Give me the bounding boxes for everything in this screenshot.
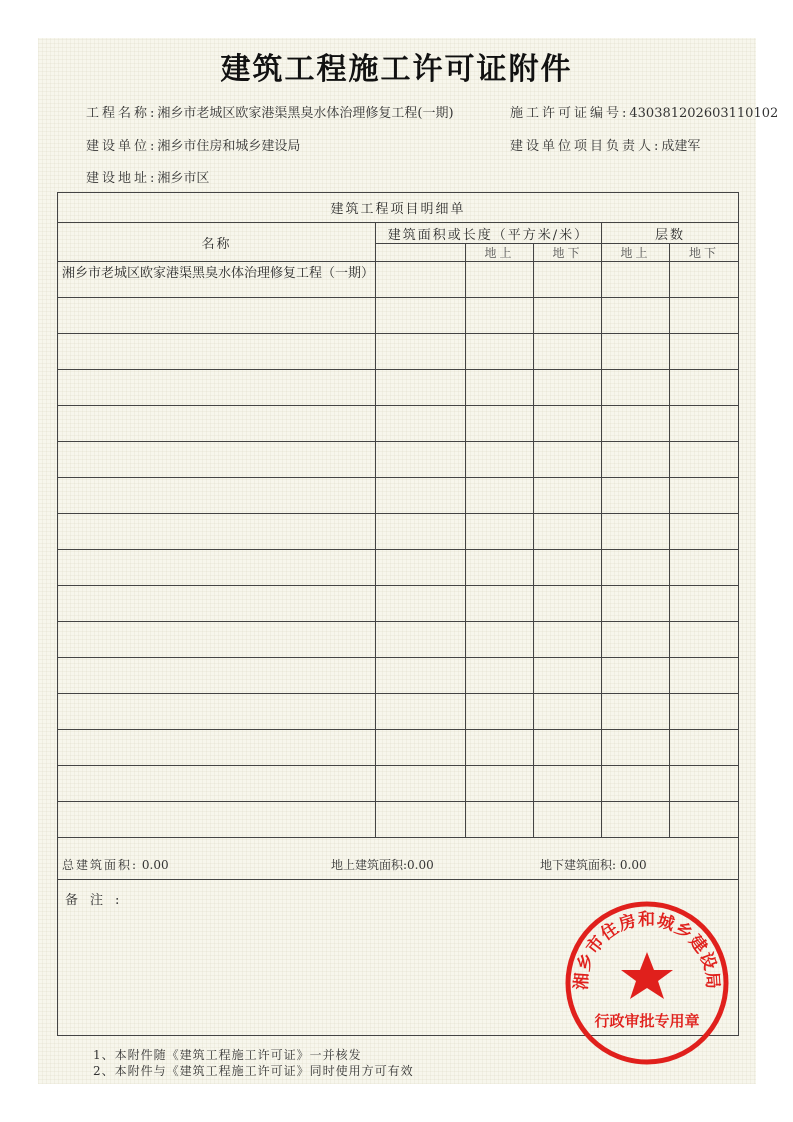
table-row <box>58 298 739 334</box>
row-value-cell <box>534 766 602 802</box>
note-1: 1、本附件随《建筑工程施工许可证》一并核发 <box>93 1048 362 1062</box>
row-name-cell <box>58 370 376 406</box>
row-value-cell <box>466 262 534 298</box>
row-name-cell <box>58 514 376 550</box>
row-value-cell <box>602 370 670 406</box>
row-value-cell <box>670 694 739 730</box>
row-name-cell: 湘乡市老城区欧家港渠黑臭水体治理修复工程（一期） <box>58 262 376 298</box>
row-value-cell <box>534 478 602 514</box>
row-value-cell <box>466 478 534 514</box>
row-name-cell <box>58 802 376 838</box>
row-value-cell <box>602 298 670 334</box>
area-above-subheader: 地上 <box>466 244 534 262</box>
row-value-cell <box>670 586 739 622</box>
row-value-cell <box>534 586 602 622</box>
row-value-cell <box>534 298 602 334</box>
row-value-cell <box>670 442 739 478</box>
row-value-cell <box>670 478 739 514</box>
row-value-cell <box>376 334 466 370</box>
row-value-cell <box>670 334 739 370</box>
seal-star <box>621 952 673 999</box>
row-value-cell <box>670 802 739 838</box>
unit-value: 湘乡市住房和城乡建设局 <box>157 139 301 154</box>
permit-no-row <box>510 102 778 121</box>
row-value-cell <box>376 802 466 838</box>
row-value-cell <box>602 586 670 622</box>
row-value-cell <box>534 622 602 658</box>
table-row <box>58 550 739 586</box>
row-value-cell <box>466 298 534 334</box>
row-value-cell <box>376 298 466 334</box>
row-value-cell <box>602 550 670 586</box>
row-value-cell <box>534 262 602 298</box>
area-blank-subheader <box>376 244 466 262</box>
table-row <box>58 730 739 766</box>
seal-top-text: 湘乡市住房和城乡建设局 <box>571 910 723 991</box>
address-label: 建设地址: <box>86 171 158 186</box>
row-value-cell <box>670 622 739 658</box>
column-header-name: 名称 <box>58 223 376 262</box>
row-value-cell <box>670 262 739 298</box>
table-row <box>58 514 739 550</box>
row-name-cell <box>58 730 376 766</box>
row-value-cell <box>602 262 670 298</box>
permit-no-value: 430381202603110102 <box>629 106 779 121</box>
above-ground-area-label: 地上建筑面积: <box>331 858 408 872</box>
floors-below-subheader: 地下 <box>670 244 739 262</box>
row-name-cell <box>58 766 376 802</box>
table-row <box>58 406 739 442</box>
row-value-cell <box>376 478 466 514</box>
row-value-cell <box>376 586 466 622</box>
row-name-cell <box>58 694 376 730</box>
below-ground-area-label: 地下建筑面积: <box>540 858 617 872</box>
table-row <box>58 694 739 730</box>
table-row <box>58 442 739 478</box>
row-value-cell <box>466 442 534 478</box>
table-row <box>58 370 739 406</box>
row-value-cell <box>376 406 466 442</box>
row-value-cell <box>376 694 466 730</box>
row-value-cell <box>602 658 670 694</box>
note-2: 2、本附件与《建筑工程施工许可证》同时使用方可有效 <box>93 1064 414 1078</box>
row-value-cell <box>466 550 534 586</box>
row-value-cell <box>376 766 466 802</box>
table-caption: 建筑工程项目明细单 <box>58 193 739 223</box>
seal-bottom-text: 行政审批专用章 <box>594 1012 700 1030</box>
row-value-cell <box>534 406 602 442</box>
manager-label: 建设单位项目负责人: <box>510 139 662 154</box>
row-value-cell <box>466 370 534 406</box>
row-value-cell <box>376 370 466 406</box>
row-value-cell <box>466 658 534 694</box>
floors-above-subheader: 地上 <box>602 244 670 262</box>
row-value-cell <box>602 406 670 442</box>
row-name-cell <box>58 406 376 442</box>
table-row <box>58 478 739 514</box>
below-ground-area <box>540 856 647 873</box>
row-value-cell <box>376 442 466 478</box>
project-name-label: 工程名称: <box>86 106 158 121</box>
row-value-cell <box>466 730 534 766</box>
table-row <box>58 586 739 622</box>
table-row <box>58 334 739 370</box>
row-value-cell <box>602 478 670 514</box>
row-value-cell <box>466 622 534 658</box>
row-value-cell <box>670 658 739 694</box>
row-value-cell <box>376 622 466 658</box>
row-name-cell <box>58 658 376 694</box>
table-row <box>58 802 739 838</box>
total-area-value: 0.00 <box>141 858 169 872</box>
below-ground-area-value: 0.00 <box>619 858 647 872</box>
row-value-cell <box>602 730 670 766</box>
row-value-cell <box>376 262 466 298</box>
row-value-cell <box>534 514 602 550</box>
row-value-cell <box>602 334 670 370</box>
total-area <box>62 856 169 873</box>
official-seal <box>562 898 732 1068</box>
row-value-cell <box>670 730 739 766</box>
manager-row <box>510 135 700 154</box>
row-value-cell <box>670 406 739 442</box>
address-row <box>86 167 209 186</box>
project-name-value: 湘乡市老城区欧家港渠黑臭水体治理修复工程(一期) <box>157 106 454 121</box>
table-row <box>58 658 739 694</box>
project-name-row <box>86 102 454 121</box>
total-area-label: 总建筑面积: <box>62 858 139 872</box>
document-title: 建筑工程施工许可证附件 <box>220 52 573 87</box>
row-value-cell <box>466 586 534 622</box>
row-value-cell <box>534 802 602 838</box>
row-value-cell <box>534 550 602 586</box>
row-value-cell <box>670 514 739 550</box>
row-value-cell <box>602 622 670 658</box>
area-below-subheader: 地下 <box>534 244 602 262</box>
above-ground-area-value: 0.00 <box>407 858 434 872</box>
row-name-cell <box>58 334 376 370</box>
row-name-cell <box>58 478 376 514</box>
row-value-cell <box>670 298 739 334</box>
row-value-cell <box>376 550 466 586</box>
row-value-cell <box>534 334 602 370</box>
row-value-cell <box>670 370 739 406</box>
row-value-cell <box>466 694 534 730</box>
column-header-area: 建筑面积或长度（平方米/米） <box>376 223 602 244</box>
row-value-cell <box>466 334 534 370</box>
row-value-cell <box>376 658 466 694</box>
table-row <box>58 766 739 802</box>
row-value-cell <box>534 442 602 478</box>
table-row <box>58 622 739 658</box>
unit-label: 建设单位: <box>86 139 158 154</box>
address-value: 湘乡市区 <box>157 171 210 186</box>
row-value-cell <box>670 766 739 802</box>
manager-value: 成建军 <box>661 139 701 154</box>
row-value-cell <box>534 370 602 406</box>
row-name-cell <box>58 298 376 334</box>
row-name-cell <box>58 622 376 658</box>
row-value-cell <box>602 442 670 478</box>
row-value-cell <box>466 766 534 802</box>
unit-row <box>86 135 300 154</box>
row-name-cell <box>58 550 376 586</box>
row-value-cell <box>602 802 670 838</box>
row-value-cell <box>534 730 602 766</box>
row-value-cell <box>376 514 466 550</box>
row-value-cell <box>670 550 739 586</box>
row-value-cell <box>534 694 602 730</box>
row-value-cell <box>602 694 670 730</box>
column-header-floors: 层数 <box>602 223 739 244</box>
row-value-cell <box>466 514 534 550</box>
row-value-cell <box>376 730 466 766</box>
above-ground-area <box>331 856 434 873</box>
row-value-cell <box>534 658 602 694</box>
row-value-cell <box>466 802 534 838</box>
row-name-cell <box>58 586 376 622</box>
remarks-label: 备注: <box>65 893 132 908</box>
row-value-cell <box>602 766 670 802</box>
row-value-cell <box>466 406 534 442</box>
permit-no-label: 施工许可证编号: <box>510 106 630 121</box>
row-name-cell <box>58 442 376 478</box>
row-value-cell <box>602 514 670 550</box>
table-row <box>58 262 739 298</box>
